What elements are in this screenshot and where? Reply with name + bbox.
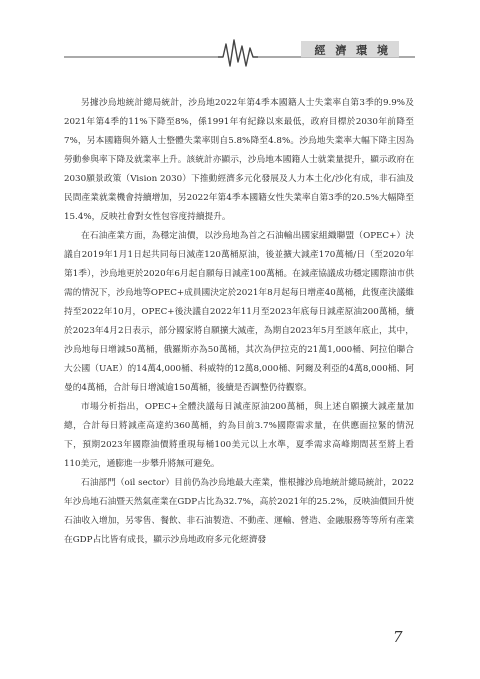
section-label: 經 濟 環 境 [314,44,391,57]
paragraph-oil-industry: 在石油產業方面，為穩定油價，以沙烏地為首之石油輸出國家組織聯盟（OPEC+）決議自2019年1月1日起共同每日減產120萬桶原油，後並擴大減產170萬桶/日（至2020年第1季），沙烏地更於2020年6月起自願每日減產100萬桶。在減產協議成功穩定國際油市供需的情況下，沙烏地等OPEC+成員國決定於2021年8月起每日增產40萬桶，此復產決議維持至2022年10月，OPEC+後決議自2022年11月至2023年底每日減產原油200萬桶，續於2023年4月2日表示，部分國家將自願擴大減產，為期自2023年5月至該年底止，其中，沙烏地每日增減50萬桶，俄羅斯亦為50萬桶，其次為伊拉克的21萬1,000桶、阿拉伯聯合大公國（UAE）的14萬4,000桶、科威特的12萬8,000桶、阿爾及利亞的4萬8,000桶、阿曼的4萬桶，合計每日增減逾150萬桶，後續是否調整仍待觀察。 [64,231,414,393]
body-text [64,94,414,550]
page-number: 7 [393,628,403,646]
running-header [0,0,480,70]
paragraph-unemployment: 另據沙烏地統計總局統計，沙烏地2022年第4季本國籍人士失業率自第3季的9.9%及2021年第4季的11%下降至8%，係1991年有紀錄以來最低，政府目標於2030年前降至7%，另本國籍與外籍人士整體失業率則自5.8%降至4.8%。沙烏地失業率大幅下降主因為勞動參與率下降及就業率上升。該統計亦顯示，沙烏地本國籍人士就業量提升，顯示政府在2030願景政策（Vision 2030）下推動經濟多元化發展及人力本土化/沙化有成，非石油及民間產業就業機會持續增加，另2022年第4季本國籍女性失業率自第3季的20.5%大幅降至15.4%，反映社會對女性包容度持續提升。 [64,98,414,222]
header-ecg-divider [0,0,480,70]
paragraph-market-analysis: 市場分析指出，OPEC+全體決議每日減產原油200萬桶，與上述自願擴大減產量加總，合計每日將減產高達約360萬桶，約為目前3.7%國際需求量，在供應面拉緊的情況下，預期2023年國際油價將重現每桶100美元以上水準，夏季需求高峰期間甚至將上看110美元，通膨進一步攀升將無可避免。 [64,402,414,469]
paragraph-oil-sector: 石油部門（oil sector）目前仍為沙烏地最大產業，惟根據沙烏地統計總局統計，2022年沙烏地石油暨天然氣產業在GDP占比為32.7%，高於2021年的25.2%，反映油價回升使石油收入增加，另零售、餐飲、非石油製造、不動產、運輸、營造、金融服務等等所有產業在GDP占比皆有成長，顯示沙烏地政府多元化經濟發 [64,478,414,545]
section-tab [301,41,399,58]
